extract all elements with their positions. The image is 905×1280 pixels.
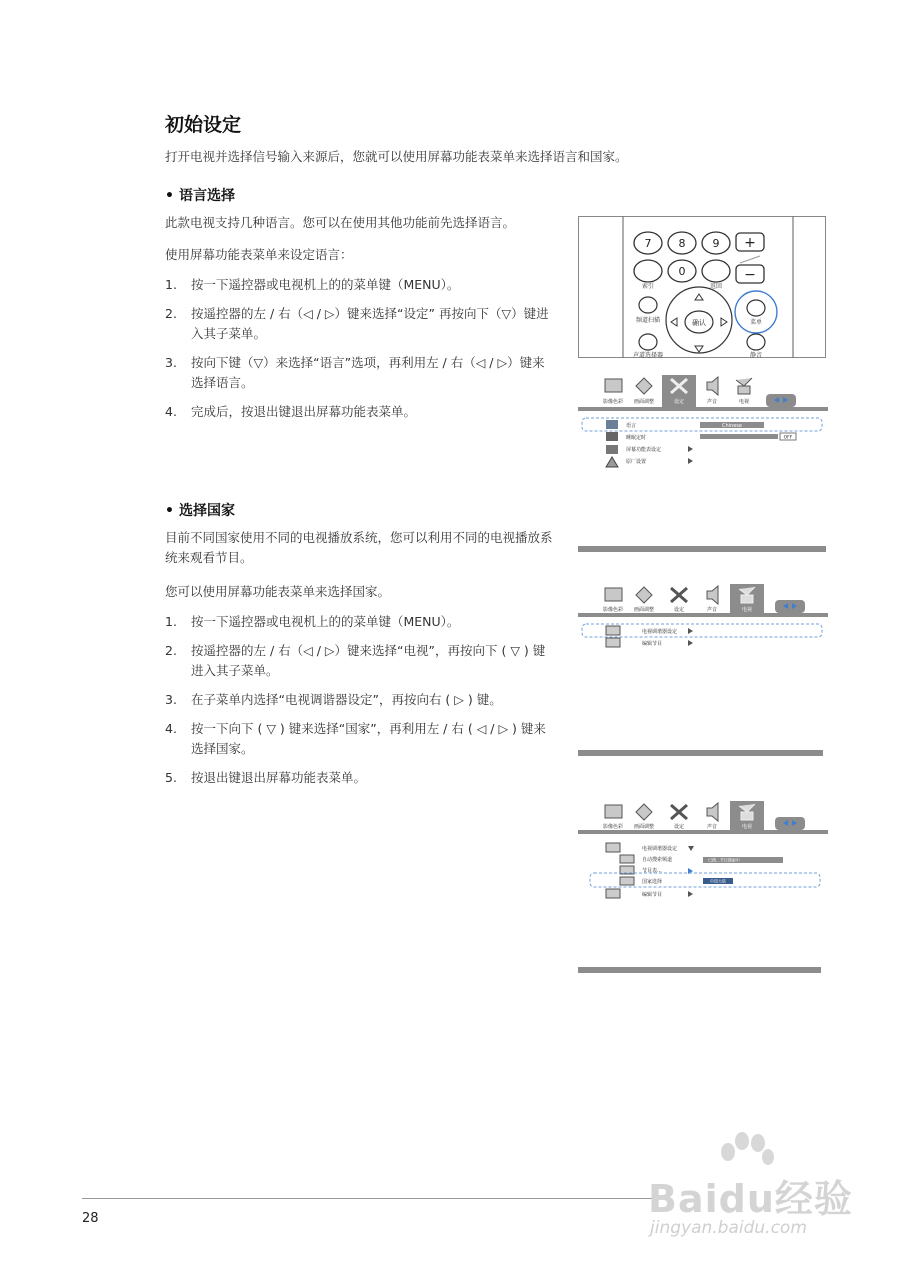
country-value: 中国大陆 (710, 878, 726, 884)
scan-label: 频道扫描 (635, 317, 661, 324)
tuner-icon (606, 626, 620, 635)
step-text: 完成后，按退出键退出屏幕功能表菜单。 (191, 404, 417, 419)
country-heading-text: 选择国家 (179, 503, 235, 519)
picture-icon (605, 805, 622, 818)
menu1-item-language: 语言 (626, 423, 637, 429)
auto-scan-icon (620, 855, 634, 863)
nav-arrows-box (775, 817, 805, 830)
tab-settings: 设定 (673, 607, 685, 613)
expanded-arrow-icon (688, 846, 694, 851)
screen-adjust-icon (636, 804, 652, 820)
list-item (165, 612, 550, 632)
picture-icon (605, 379, 622, 392)
language-para1: 此款电视支持几种语言。您可以在使用其他功能前先选择语言。 (165, 215, 516, 230)
blank-button (702, 260, 730, 282)
screen-adjust-icon (636, 587, 652, 603)
tv-icon (739, 587, 755, 603)
intro-text: 打开电视并选择信号输入来源后，您就可以使用屏幕功能表菜单来选择语言和国家。 (165, 149, 628, 164)
menu-top-bar (578, 407, 828, 411)
sleep-slider (700, 434, 778, 439)
watermark-brand: Baidu经验 (648, 1177, 853, 1221)
osd-icon (606, 445, 618, 454)
menu-screenshot-tuner (578, 800, 828, 975)
plus-label: + (744, 235, 756, 251)
blank-button (634, 260, 662, 282)
tuner-icon (606, 843, 620, 852)
sound-icon (707, 377, 718, 395)
submenu-arrow-icon (688, 891, 693, 897)
footer-divider (82, 1198, 652, 1199)
tab-sound: 声音 (706, 399, 718, 405)
list-item (165, 353, 550, 393)
list-item (165, 275, 550, 295)
step-number: 4. (165, 404, 177, 419)
submenu-arrow-icon (688, 640, 693, 646)
language-heading-text: 语言选择 (179, 188, 235, 204)
scan-value: 已搜...节目搜索中 (708, 857, 740, 863)
key-9-label: 9 (712, 237, 720, 250)
menu-bottom-bar (578, 750, 823, 756)
menu-label: 菜单 (749, 319, 763, 326)
tab-settings: 设定 (673, 824, 685, 830)
remote-illustration (578, 216, 826, 358)
country-icon (620, 877, 634, 885)
menu-top-bar (578, 613, 828, 617)
bullet: • (165, 188, 174, 204)
sound-icon (707, 803, 718, 821)
step-text: 按向下键（▽）来选择“语言”选项，再利用左 / 右（◁ / ▷）键来选择语言。 (191, 355, 545, 390)
sound-icon (707, 586, 718, 604)
menu1-item-factory: 原厂设置 (626, 459, 647, 465)
tv-icon (736, 378, 752, 394)
list-item (165, 719, 550, 759)
tab-tv: 电视 (738, 399, 750, 405)
step-number: 2. (165, 306, 177, 321)
nav-arrows-box (775, 600, 805, 613)
audio-label: 声道选择器 (632, 352, 664, 358)
list-item (165, 690, 550, 710)
menu3-item-autoscan: 自动搜索频道 (642, 857, 673, 863)
submenu-arrow-icon (688, 458, 693, 464)
step-number: 1. (165, 277, 177, 292)
tab-tv: 电视 (741, 607, 753, 613)
scan-button (639, 297, 657, 313)
tab-screen: 画面调整 (633, 607, 655, 613)
tab-picture: 影像色彩 (602, 824, 624, 830)
sleep-icon (606, 432, 618, 441)
list-item (165, 641, 550, 681)
list-item (165, 768, 550, 788)
tv-icon (739, 804, 755, 820)
key-8-label: 8 (678, 237, 686, 250)
settings-icon (671, 805, 687, 819)
edit-program-icon (606, 889, 620, 898)
menu-bottom-bar (578, 967, 821, 973)
menu2-item-edit: 编辑节目 (642, 641, 663, 647)
index-label: 索引 (641, 283, 655, 290)
step-number: 4. (165, 721, 177, 736)
step-text: 按遥控器的左 / 右（◁ / ▷）键来选择“电视”，再按向下 ( ▽ ) 键进入其子菜单。 (191, 643, 546, 678)
sleep-value: OFF (783, 435, 793, 441)
factory-reset-icon (606, 457, 618, 467)
list-item (165, 304, 550, 344)
page-title: 初始设定 (165, 114, 242, 136)
edit-program-icon (606, 638, 620, 647)
menu-screenshot-settings (578, 372, 828, 554)
mute-button (747, 334, 765, 350)
step-number: 1. (165, 614, 177, 629)
country-heading (165, 500, 235, 520)
menu3-item-tuner: 电视调谐器设定 (642, 846, 678, 852)
menu3-item-country: 国家选择 (642, 879, 663, 885)
submenu-arrow-icon (688, 446, 693, 452)
step-number: 3. (165, 355, 177, 370)
step-text: 按一下遥控器或电视机上的的菜单键（MENU）。 (191, 614, 460, 629)
language-value: Chinese (722, 423, 742, 429)
step-text: 按退出键退出屏幕功能表菜单。 (191, 770, 367, 785)
language-icon (606, 420, 618, 429)
tab-settings: 设定 (673, 399, 685, 405)
ok-label: 确认 (692, 319, 706, 327)
menu-button (747, 300, 765, 316)
tab-tv: 电视 (741, 824, 753, 830)
list-item (165, 402, 550, 422)
mute-label: 静音 (749, 352, 763, 358)
country-steps (165, 612, 550, 797)
tab-sound: 声音 (706, 607, 718, 613)
step-text: 在子菜单内选择“电视调谐器设定”，再按向右 ( ▷ ) 键。 (191, 692, 502, 707)
key-7-label: 7 (644, 237, 652, 250)
language-steps (165, 275, 550, 431)
country-para2: 您可以使用屏幕功能表菜单来选择国家。 (165, 584, 391, 599)
watermark-url: jingyan.baidu.com (650, 1218, 807, 1238)
audio-button (639, 334, 657, 350)
bullet: • (165, 503, 174, 519)
tab-picture: 影像色彩 (602, 607, 624, 613)
menu3-item-programs: 节目表... (642, 868, 662, 874)
menu1-item-sleep: 睡眠定时 (626, 435, 647, 441)
screen-adjust-icon (636, 378, 652, 394)
step-text: 按一下向下 ( ▽ ) 键来选择“国家”，再利用左 / 右 ( ◁ / ▷ ) 键来选择国家。 (191, 721, 546, 756)
step-number: 5. (165, 770, 177, 785)
tab-sound: 声音 (706, 824, 718, 830)
step-text: 按遥控器的左 / 右（◁ / ▷）键来选择“设定” 再按向下（▽）键进入其子菜单。 (191, 306, 549, 341)
tab-screen: 画面调整 (633, 824, 655, 830)
picture-icon (605, 588, 622, 601)
submenu-arrow-icon (688, 628, 693, 634)
step-number: 2. (165, 643, 177, 658)
tab-screen: 画面调整 (633, 399, 655, 405)
back-label: 返回 (709, 283, 723, 290)
menu1-item-osd: 屏幕功能表设定 (626, 447, 662, 453)
page-number: 28 (82, 1211, 99, 1226)
tab-picture: 影像色彩 (602, 399, 624, 405)
nav-arrows-box (766, 394, 796, 407)
language-heading (165, 185, 235, 205)
minus-label: − (744, 267, 756, 283)
key-0-label: 0 (678, 265, 686, 278)
menu-bottom-bar (578, 546, 826, 552)
settings-icon (671, 588, 687, 602)
menu3-item-edit: 编辑节目 (642, 892, 663, 898)
step-text: 按一下遥控器或电视机上的的菜单键（MENU）。 (191, 277, 460, 292)
country-para1: 目前不同国家使用不同的电视播放系统，您可以利用不同的电视播放系统来观看节目。 (165, 530, 553, 565)
language-para2: 使用屏幕功能表菜单来设定语言： (165, 247, 353, 262)
step-number: 3. (165, 692, 177, 707)
menu-screenshot-tv (578, 583, 828, 758)
menu-top-bar (578, 830, 828, 834)
menu2-item-tuner: 电视调谐器设定 (642, 629, 678, 635)
